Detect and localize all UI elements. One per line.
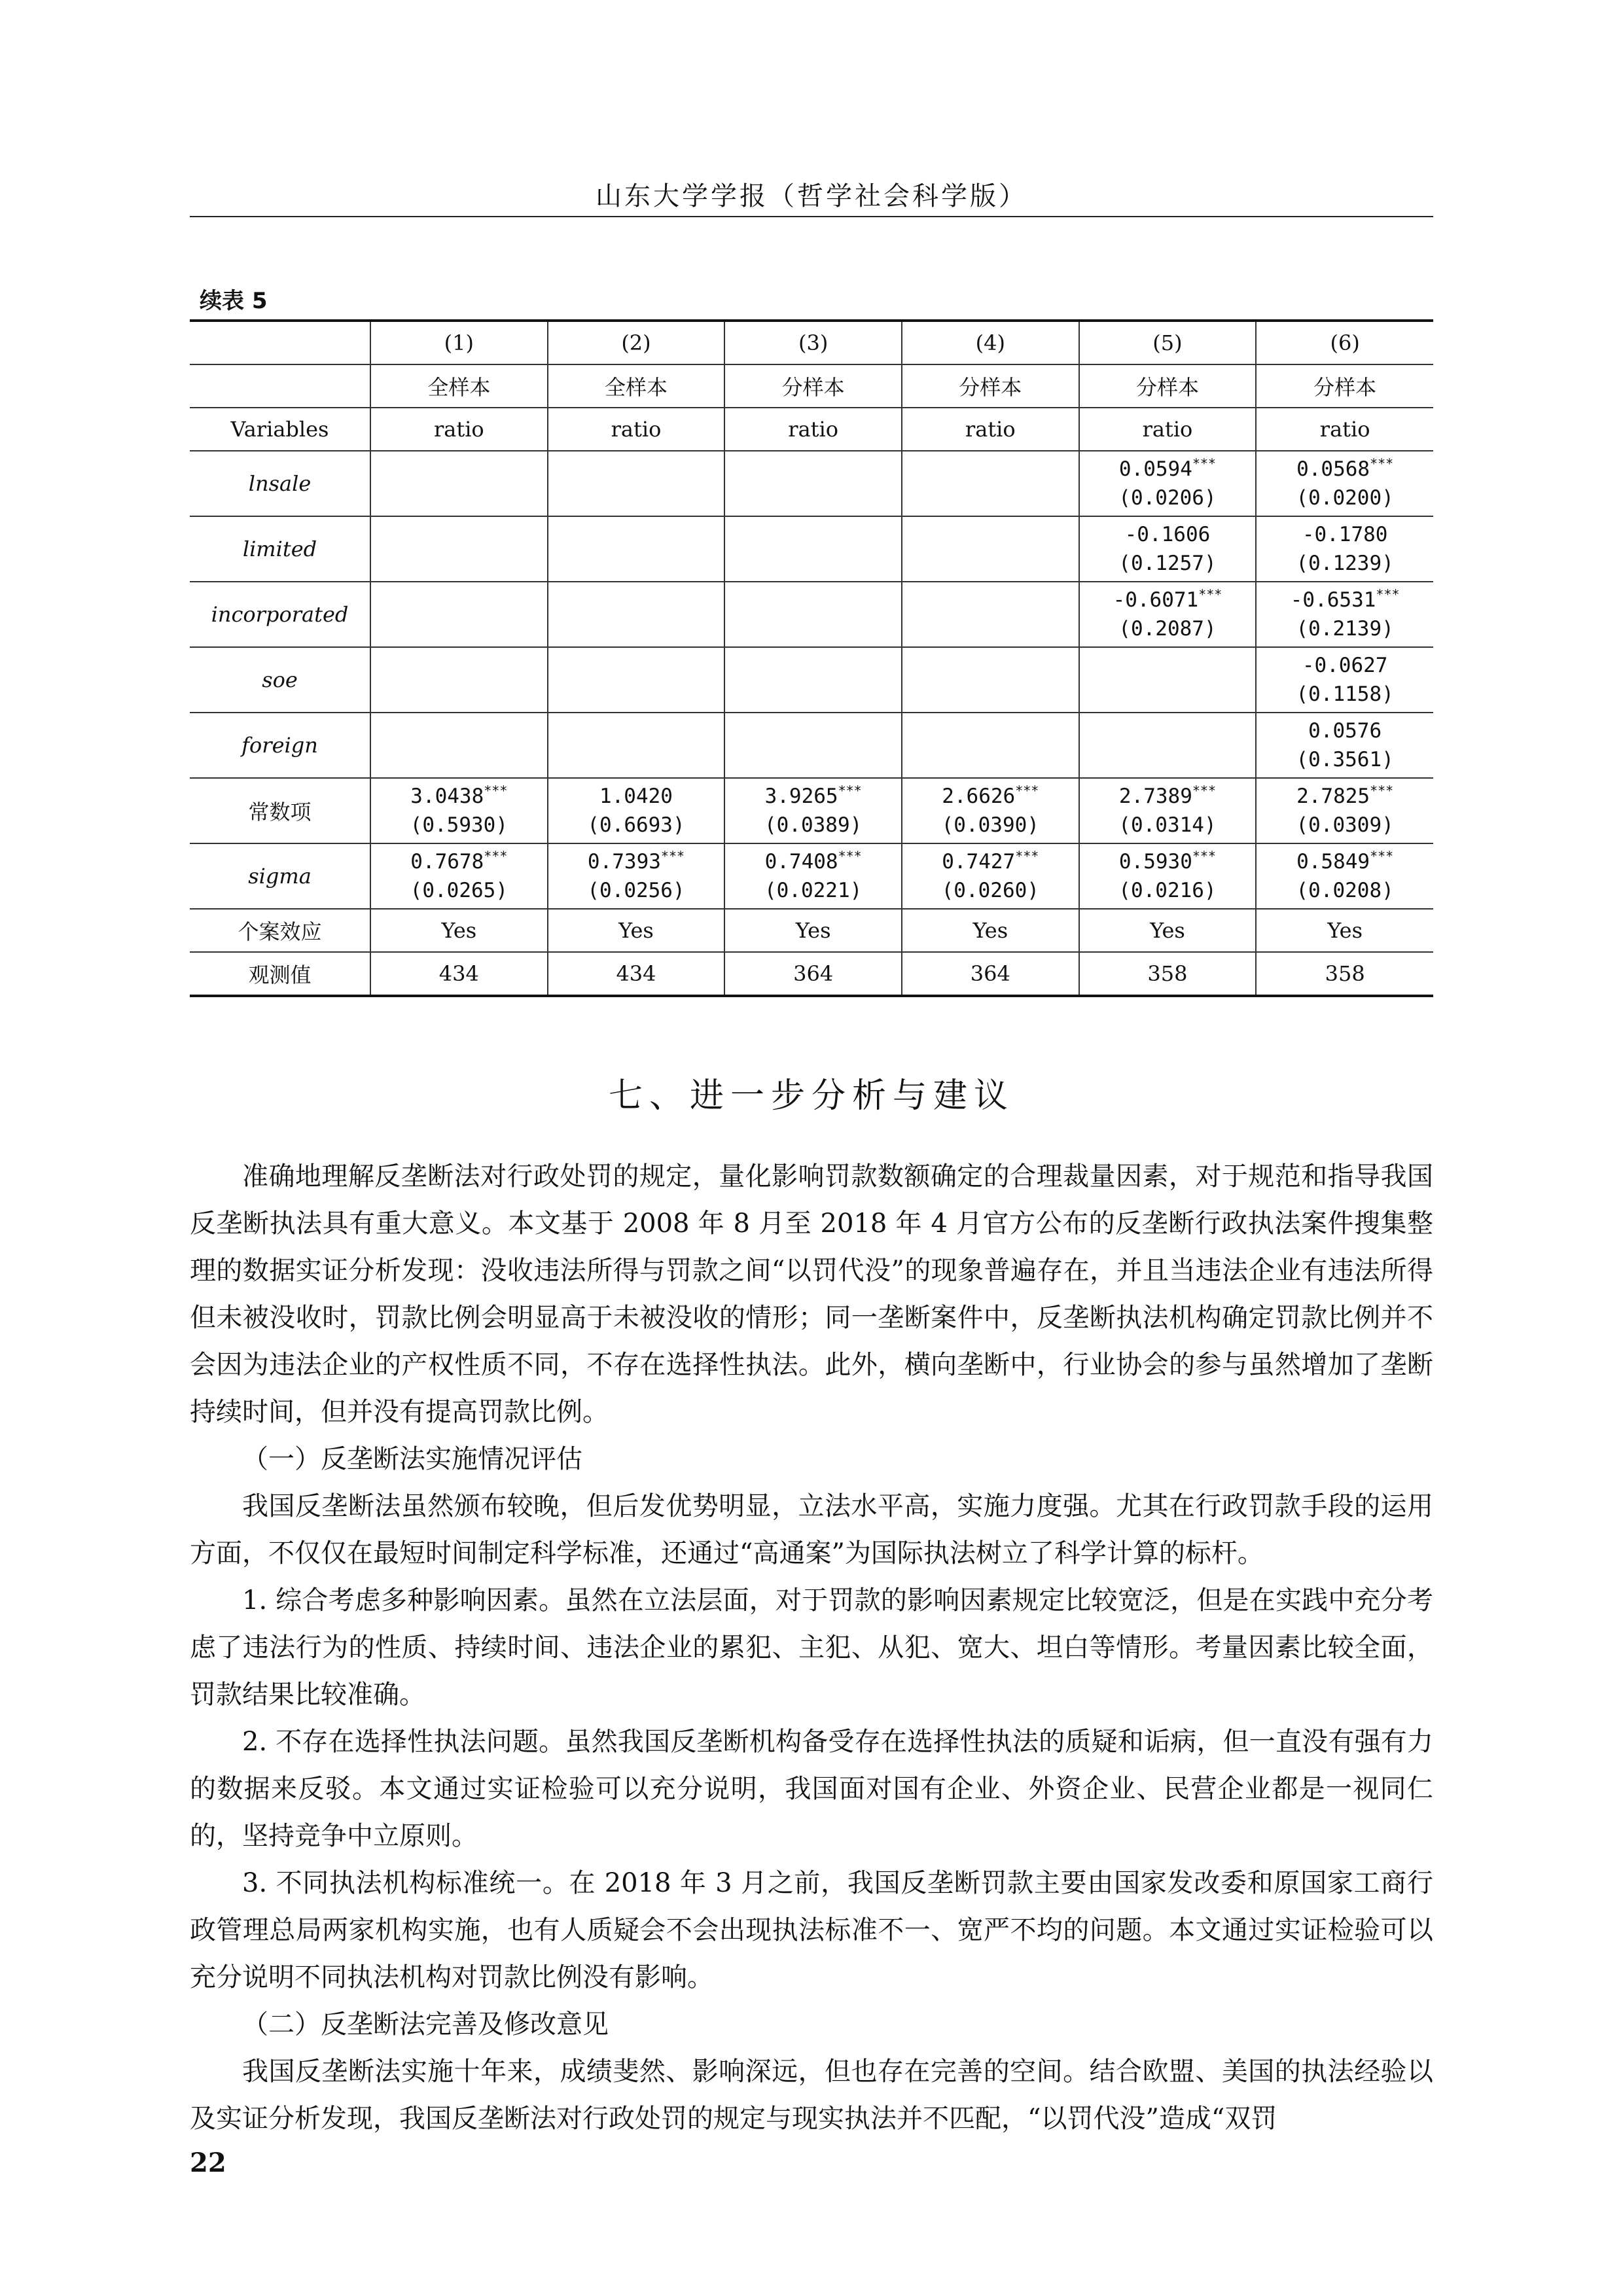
table-cell: ratio [370, 408, 548, 451]
coefficient-value: -0.6531 [1290, 588, 1376, 612]
standard-error: (0.0260) [941, 879, 1039, 902]
coefficient [725, 847, 901, 876]
table-cell [370, 516, 548, 582]
table-cell: 全样本 [370, 364, 548, 408]
table-cell [1079, 582, 1257, 647]
table-cell: 全样本 [548, 364, 725, 408]
table-cell [1256, 582, 1433, 647]
table-cell [902, 582, 1079, 647]
coefficient [1257, 586, 1433, 614]
table-cell: 364 [724, 952, 902, 996]
paragraph: 我国反垄断法虽然颁布较晚，但后发优势明显，立法水平高，实施力度强。尤其在行政罚款手段的运用方面，不仅仅在最短时间制定科学标准，还通过“高通案”为国际执法树立了科学计算的标杆。 [190, 1491, 1433, 1568]
table-cell [724, 516, 902, 582]
row-label: lnsale [190, 451, 370, 516]
table-cell [1079, 516, 1257, 582]
coefficient [371, 782, 547, 811]
significance-stars: *** [484, 783, 508, 799]
table-cell [1256, 778, 1433, 843]
regression-table-body [190, 321, 1433, 996]
table-cell: ratio [902, 408, 1079, 451]
table-cell: 434 [370, 952, 548, 996]
coefficient [902, 847, 1079, 876]
coefficient-value: 0.5930 [1118, 850, 1192, 874]
table-cell [370, 778, 548, 843]
table-cell [370, 647, 548, 713]
standard-error: (0.0206) [1118, 486, 1217, 510]
significance-stars: *** [660, 848, 685, 864]
row-label: limited [190, 516, 370, 582]
table-cell: Yes [1079, 909, 1257, 952]
row-label [190, 364, 370, 408]
table-caption: 续表 5 [200, 288, 268, 314]
table-row [190, 582, 1433, 647]
row-label: 个案效应 [190, 909, 370, 952]
coefficient-value: 0.0568 [1296, 457, 1370, 481]
coefficient [1080, 782, 1256, 811]
body-text [190, 1153, 1433, 2142]
coefficient [1257, 847, 1433, 876]
table-cell [902, 843, 1079, 909]
significance-stars: *** [1376, 586, 1400, 603]
subheading: （二）反垄断法完善及修改意见 [242, 2009, 609, 2040]
paragraph: 2. 不存在选择性执法问题。虽然我国反垄断机构备受存在选择性执法的质疑和诟病，但一直没有强有力的数据来反驳。本文通过实证检验可以充分说明，我国面对国有企业、外资企业、民营企业都是一视同仁的，坚持竞争中立原则。 [190, 1727, 1433, 1851]
standard-error: (0.0389) [764, 813, 863, 837]
table-cell: 434 [548, 952, 725, 996]
section-title: 七、进一步分析与建议 [608, 1076, 1014, 1116]
row-label: Variables [190, 408, 370, 451]
table-cell [370, 451, 548, 516]
standard-error: (0.0216) [1118, 879, 1217, 902]
regression-table [190, 319, 1433, 997]
table-cell: 分样本 [1256, 364, 1433, 408]
coefficient-value: 0.7393 [587, 850, 661, 874]
table-cell [1256, 516, 1433, 582]
table-cell: (4) [902, 321, 1079, 364]
coefficient [371, 847, 547, 876]
table-row [190, 843, 1433, 909]
standard-error: (0.0200) [1296, 486, 1394, 510]
table-cell: ratio [1079, 408, 1257, 451]
standard-error: (0.0221) [764, 879, 863, 902]
paragraph: 准确地理解反垄断法对行政处罚的规定，量化影响罚款数额确定的合理裁量因素，对于规范和指导我国反垄断执法具有重大意义。本文基于 2008 年 8 月至 2018 年 4 月官方公布的反垄断行政执法案件搜集整理的数据实证分析发现：没收违法所得与罚款之间“以罚代没”的现象普遍存在，并且当违法企业有违法所得但未被没收时，罚款比例会明显高于未被没收的情形；同一垄断案件中，反垄断执法机构确定罚款比例并不会因为违法企业的产权性质不同，不存在选择性执法。此外，横向垄断中，行业协会的参与虽然增加了垄断持续时间，但并没有提高罚款比例。 [190, 1161, 1433, 1427]
standard-error: (0.3561) [1296, 748, 1394, 771]
table-cell: (5) [1079, 321, 1257, 364]
coefficient [1080, 520, 1256, 549]
standard-error: (0.5930) [410, 813, 508, 837]
coefficient-value: 0.5849 [1296, 850, 1370, 874]
row-label: sigma [190, 843, 370, 909]
table-cell [724, 647, 902, 713]
coefficient [1257, 782, 1433, 811]
coefficient-value: 0.0594 [1118, 457, 1192, 481]
table-cell: Yes [724, 909, 902, 952]
table-cell [724, 451, 902, 516]
coefficient-value: 2.6626 [942, 785, 1016, 808]
table-cell: Yes [1256, 909, 1433, 952]
table-cell [548, 647, 725, 713]
table-cell [1256, 647, 1433, 713]
dependent-variable-row [190, 408, 1433, 451]
standard-error: (0.2139) [1296, 617, 1394, 641]
table-row [190, 647, 1433, 713]
standard-error: (0.0390) [941, 813, 1039, 837]
standard-error: (0.2087) [1118, 617, 1217, 641]
table-cell: 364 [902, 952, 1079, 996]
table-cell [548, 451, 725, 516]
table-cell [724, 582, 902, 647]
table-cell: 分样本 [724, 364, 902, 408]
table-cell [1079, 451, 1257, 516]
standard-error: (0.1158) [1296, 682, 1394, 706]
standard-error: (0.6693) [587, 813, 685, 837]
table-cell [1079, 647, 1257, 713]
standard-error: (0.0314) [1118, 813, 1217, 837]
significance-stars: *** [484, 848, 508, 864]
row-label: 观测值 [190, 952, 370, 996]
standard-error: (0.1257) [1118, 552, 1217, 575]
table-cell [1256, 713, 1433, 778]
standard-error: (0.0309) [1296, 813, 1394, 837]
table-cell: ratio [724, 408, 902, 451]
row-label: soe [190, 647, 370, 713]
coefficient [902, 782, 1079, 811]
column-number-row [190, 321, 1433, 364]
significance-stars: *** [1192, 455, 1216, 472]
row-label: 常数项 [190, 778, 370, 843]
table-cell: (2) [548, 321, 725, 364]
coefficient-value: 0.7427 [942, 850, 1016, 874]
coefficient [548, 847, 724, 876]
table-row [190, 516, 1433, 582]
table-cell: 358 [1256, 952, 1433, 996]
table-cell [548, 778, 725, 843]
table-cell: ratio [1256, 408, 1433, 451]
table-cell [548, 713, 725, 778]
table-cell [1079, 778, 1257, 843]
significance-stars: *** [838, 848, 862, 864]
observations-row [190, 952, 1433, 996]
header-rule [190, 216, 1433, 217]
table-cell: Yes [370, 909, 548, 952]
table-cell [902, 713, 1079, 778]
significance-stars: *** [1192, 848, 1216, 864]
significance-stars: *** [1370, 848, 1394, 864]
significance-stars: *** [1192, 783, 1216, 799]
table-cell [1256, 451, 1433, 516]
table-cell [370, 582, 548, 647]
coefficient-value: -0.1780 [1302, 523, 1388, 546]
row-label: foreign [190, 713, 370, 778]
coefficient-value: -0.1606 [1124, 523, 1211, 546]
coefficient [548, 782, 724, 811]
table-cell [902, 778, 1079, 843]
significance-stars: *** [1015, 783, 1039, 799]
row-label [190, 321, 370, 364]
table-cell [724, 843, 902, 909]
journal-header: 山东大学学报（哲学社会科学版） [596, 181, 1027, 211]
table-cell [724, 778, 902, 843]
standard-error: (0.1239) [1296, 552, 1394, 575]
standard-error: (0.0256) [587, 879, 685, 902]
fixed-effects-row [190, 909, 1433, 952]
table-cell [370, 713, 548, 778]
table-cell [902, 647, 1079, 713]
coefficient-value: -0.6071 [1113, 588, 1199, 612]
table-cell [370, 843, 548, 909]
paragraph: 我国反垄断法实施十年来，成绩斐然、影响深远，但也存在完善的空间。结合欧盟、美国的执法经验以及实证分析发现，我国反垄断法对行政处罚的规定与现实执法并不匹配，“以罚代没”造成“双罚 [190, 2057, 1433, 2134]
table-cell [1079, 713, 1257, 778]
table-cell [902, 451, 1079, 516]
table-cell [548, 516, 725, 582]
table-row [190, 778, 1433, 843]
table-cell: 358 [1079, 952, 1257, 996]
coefficient-value: 0.0576 [1308, 719, 1382, 743]
table-cell [902, 516, 1079, 582]
coefficient [1080, 455, 1256, 484]
significance-stars: *** [1198, 586, 1222, 603]
coefficient [1080, 847, 1256, 876]
table-cell: 分样本 [1079, 364, 1257, 408]
significance-stars: *** [1370, 455, 1394, 472]
table-cell [1079, 843, 1257, 909]
coefficient [725, 782, 901, 811]
table-row [190, 713, 1433, 778]
coefficient-value: 3.9265 [764, 785, 838, 808]
table-cell: (6) [1256, 321, 1433, 364]
table-cell [1256, 843, 1433, 909]
table-cell: Yes [902, 909, 1079, 952]
coefficient-value: 2.7825 [1296, 785, 1370, 808]
standard-error: (0.0208) [1296, 879, 1394, 902]
paragraph: 3. 不同执法机构标准统一。在 2018 年 3 月之前，我国反垄断罚款主要由国家发改委和原国家工商行政管理总局两家机构实施，也有人质疑会不会出现执法标准不一、宽严不均的问题。本文通过实证检验可以充分说明不同执法机构对罚款比例没有影响。 [190, 1868, 1433, 1992]
subheading: （一）反垄断法实施情况评估 [242, 1444, 582, 1474]
significance-stars: *** [1015, 848, 1039, 864]
coefficient-value: 2.7389 [1118, 785, 1192, 808]
coefficient-value: 0.7408 [764, 850, 838, 874]
coefficient [1257, 716, 1433, 745]
table-cell [548, 843, 725, 909]
significance-stars: *** [1370, 783, 1394, 799]
coefficient [1080, 586, 1256, 614]
coefficient [1257, 651, 1433, 680]
coefficient [1257, 520, 1433, 549]
table-cell: ratio [548, 408, 725, 451]
table-cell [548, 582, 725, 647]
sample-label-row [190, 364, 1433, 408]
significance-stars: *** [838, 783, 862, 799]
coefficient [1257, 455, 1433, 484]
coefficient-value: -0.0627 [1302, 654, 1388, 677]
table-cell: (1) [370, 321, 548, 364]
table-cell: Yes [548, 909, 725, 952]
table-cell: (3) [724, 321, 902, 364]
table-cell: 分样本 [902, 364, 1079, 408]
standard-error: (0.0265) [410, 879, 508, 902]
coefficient-value: 3.0438 [410, 785, 484, 808]
coefficient-value: 1.0420 [599, 785, 673, 808]
table-row [190, 451, 1433, 516]
table-cell [724, 713, 902, 778]
paragraph: 1. 综合考虑多种影响因素。虽然在立法层面，对于罚款的影响因素规定比较宽泛，但是在实践中充分考虑了违法行为的性质、持续时间、违法企业的累犯、主犯、从犯、宽大、坦白等情形。考量因素比较全面，罚款结果比较准确。 [190, 1585, 1433, 1710]
page-number: 22 [190, 2147, 226, 2178]
row-label: incorporated [190, 582, 370, 647]
coefficient-value: 0.7678 [410, 850, 484, 874]
